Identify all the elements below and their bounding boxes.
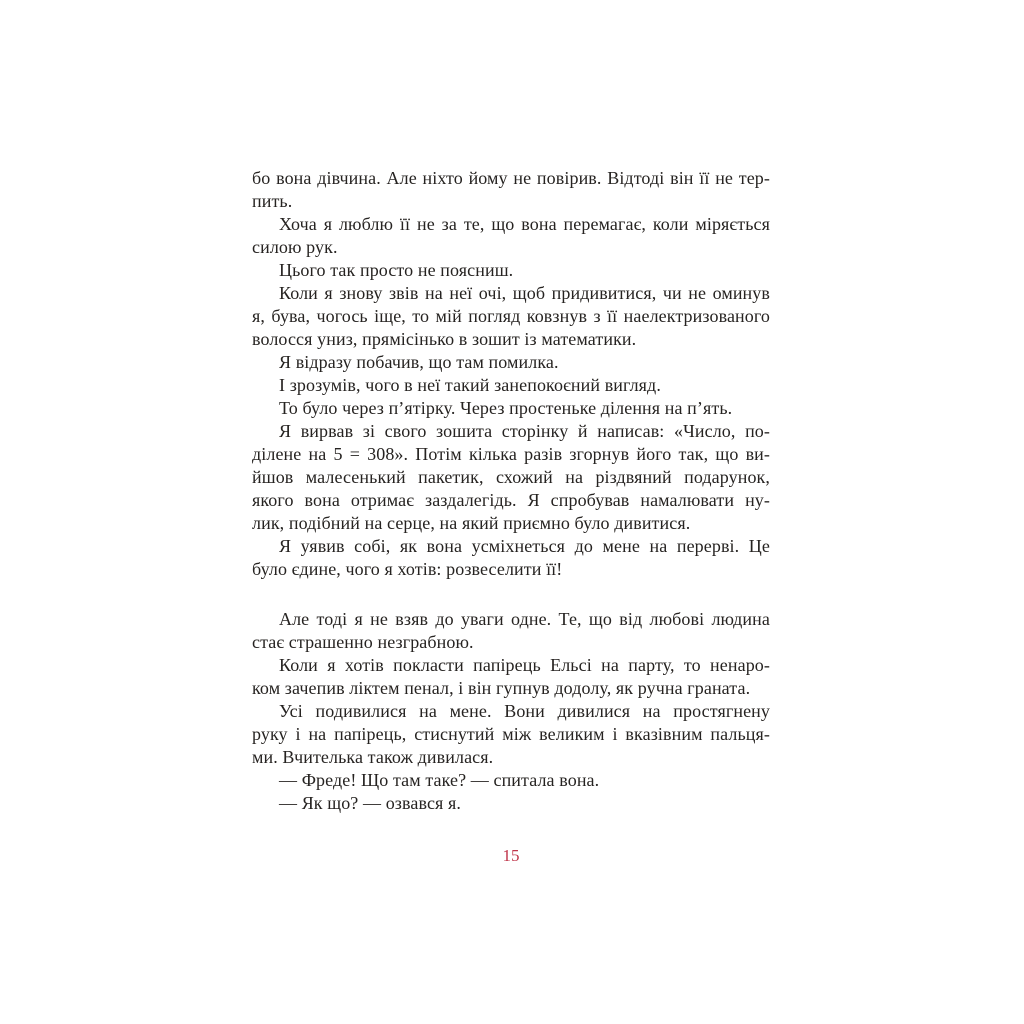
text-line: волосся униз, прямісінько в зошит із математики. bbox=[252, 329, 637, 349]
page-number: 15 bbox=[502, 846, 520, 865]
paragraph bbox=[252, 259, 770, 282]
text-line: Я відразу побачив, що там помилка. bbox=[279, 352, 559, 372]
body-text bbox=[252, 167, 770, 815]
paragraph bbox=[252, 282, 770, 351]
paragraph bbox=[252, 608, 770, 654]
paragraph bbox=[252, 213, 770, 259]
section-break bbox=[252, 581, 770, 608]
text-line: — Фреде! Що там таке? — спитала вона. bbox=[279, 770, 600, 790]
paragraph bbox=[252, 792, 770, 815]
text-line: Хоча я люблю її не за те, що вона перемагає, коли міряється bbox=[279, 214, 770, 234]
text-line: силою рук. bbox=[252, 237, 338, 257]
text-line: бо вона дівчина. Але ніхто йому не повірив. Відтоді він її не тер- bbox=[252, 168, 770, 188]
text-line: лик, подібний на серце, на який приємно було дивитися. bbox=[252, 513, 691, 533]
paragraph bbox=[252, 700, 770, 769]
paragraph bbox=[252, 397, 770, 420]
text-line: Усі подивилися на мене. Вони дивилися на простягнену bbox=[279, 701, 770, 721]
text-line: То було через п’ятірку. Через простеньке ділення на п’ять. bbox=[279, 398, 733, 418]
paragraph bbox=[252, 167, 770, 213]
text-line: йшов малесенький пакетик, схожий на різдвяний подарунок, bbox=[252, 467, 770, 487]
paragraph bbox=[252, 535, 770, 581]
text-line: ділене на 5 = 308». Потім кілька разів згорнув його так, що ви- bbox=[252, 444, 770, 464]
text-line: пить. bbox=[252, 191, 293, 211]
paragraph bbox=[252, 769, 770, 792]
paragraph bbox=[252, 351, 770, 374]
text-line: ком зачепив ліктем пенал, і він гупнув додолу, як ручна граната. bbox=[252, 678, 751, 698]
paragraph bbox=[252, 374, 770, 397]
text-line: Я уявив собі, як вона усміхнеться до мене на перерві. Це bbox=[279, 536, 770, 556]
text-line: стає страшенно незграбною. bbox=[252, 632, 474, 652]
paragraph bbox=[252, 420, 770, 535]
text-line: руку і на папірець, стиснутий між великим і вказівним пальця- bbox=[252, 724, 770, 744]
text-line: Цього так просто не поясниш. bbox=[279, 260, 514, 280]
text-line: я, бува, чогось іще, то мій погляд ковзнув з її наелектризованого bbox=[252, 306, 770, 326]
text-line: якого вона отримає заздалегідь. Я спробував намалювати ну- bbox=[252, 490, 770, 510]
text-line: Коли я хотів покласти папірець Ельсі на парту, то ненаро- bbox=[279, 655, 770, 675]
text-line: було єдине, чого я хотів: розвеселити її! bbox=[252, 559, 563, 579]
text-line: І зрозумів, чого в неї такий занепокоєний вигляд. bbox=[279, 375, 661, 395]
text-line: — Як що? — озвався я. bbox=[279, 793, 462, 813]
text-line: ми. Вчителька також дивилася. bbox=[252, 747, 494, 767]
paragraph bbox=[252, 654, 770, 700]
text-line: Я вирвав зі свого зошита сторінку й написав: «Число, по- bbox=[279, 421, 770, 441]
text-line: Але тоді я не взяв до уваги одне. Те, що від любові людина bbox=[279, 609, 770, 629]
text-line: Коли я знову звів на неї очі, щоб придивитися, чи не оминув bbox=[279, 283, 770, 303]
